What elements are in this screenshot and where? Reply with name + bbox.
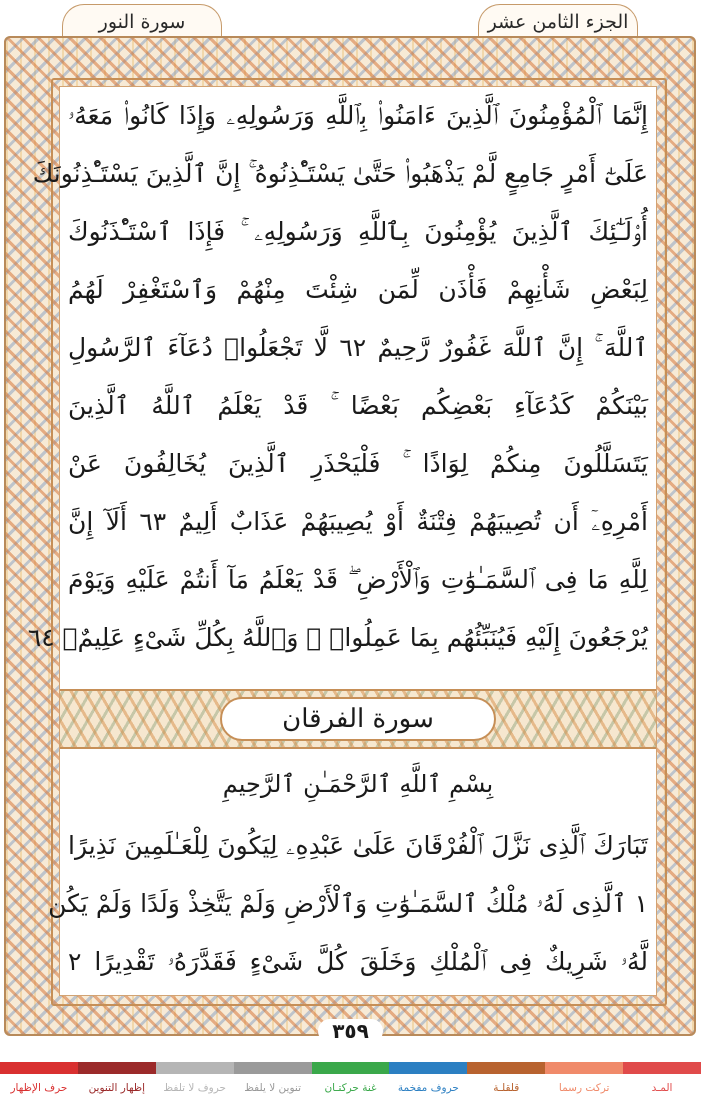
quran-line-7: يَتَسَلَّلُونَ مِنكُمْ لِوَاذًا ۚ فَلْيَحْذَرِ ٱلَّذِينَ يُخَالِفُونَ عَنْ [68, 449, 648, 478]
legend-item [467, 1062, 545, 1101]
quran-line-8: أَمْرِهِۦٓ أَن تُصِيبَهُمْ فِتْنَةٌ أَوْ يُصِيبَهُمْ عَذَابٌ أَلِيمٌ ٦٣ أَلَآ إِنَّ [68, 507, 648, 536]
quran-line-2: عَلَىٰٓ أَمْرٍ جَامِعٍ لَّمْ يَذْهَبُوا۟ حَتَّىٰ يَسْتَـْٔذِنُوهُ ۚ إِنَّ ٱلَّذِينَ يَسْتَـْٔذِنُونَكَ [32, 159, 648, 188]
legend-item [78, 1062, 156, 1101]
quran-line-6: بَيْنَكُمْ كَدُعَآءِ بَعْضِكُم بَعْضًا ۚ قَدْ يَعْلَمُ ٱللَّهُ ٱلَّذِينَ [68, 391, 648, 420]
legend-swatch [389, 1062, 467, 1074]
quran-line-9: لِلَّهِ مَا فِى ٱلسَّمَـٰوَٰتِ وَٱلْأَرْضِ ۖ قَدْ يَعْلَمُ مَآ أَنتُمْ عَلَيْهِ وَيَوْمَ [68, 565, 648, 594]
quran-line-1: إِنَّمَا ٱلْمُؤْمِنُونَ ٱلَّذِينَ ءَامَنُوا۟ بِٱللَّهِ وَرَسُولِهِۦ وَإِذَا كَانُوا۟ مَعَهُۥ [68, 101, 648, 130]
legend-label: غنة حركتـان [324, 1082, 377, 1094]
legend-label: إظهار التنوين [88, 1082, 146, 1094]
page-number: ٣٥٩ [318, 1019, 383, 1043]
legend-swatch [78, 1062, 156, 1074]
legend-item [156, 1062, 234, 1101]
legend-label: حروف لا تلفظ [163, 1082, 227, 1094]
legend-label: تنوين لا يلفظ [244, 1082, 301, 1094]
surah-name: سورة النور [98, 11, 186, 33]
page-number-area [0, 1016, 701, 1046]
legend-swatch [623, 1062, 701, 1074]
legend-item [545, 1062, 623, 1101]
quran-line-3: أُو۟لَـٰٓئِكَ ٱلَّذِينَ يُؤْمِنُونَ بِٱللَّهِ وَرَسُولِهِۦ ۚ فَإِذَا ٱسْتَـْٔذَنُوكَ [68, 217, 648, 246]
legend-swatch [545, 1062, 623, 1074]
legend-item [0, 1062, 78, 1101]
tajweed-legend [0, 1062, 701, 1101]
legend-swatch [467, 1062, 545, 1074]
legend-item [312, 1062, 390, 1101]
surah-banner-title: سورة الفرقان [220, 697, 496, 741]
legend-swatch [312, 1062, 390, 1074]
surah-banner [60, 689, 656, 749]
quran-line-5: ٱللَّهَ ۚ إِنَّ ٱللَّهَ غَفُورٌ رَّحِيمٌ ٦٢ لَّا تَجْعَلُوا۟ دُعَآءَ ٱلرَّسُولِ [68, 333, 648, 362]
mushaf-page [27, 86, 657, 996]
quran-line-12: ١ ٱلَّذِى لَهُۥ مُلْكُ ٱلسَّمَـٰوَٰتِ وَٱلْأَرْضِ وَلَمْ يَتَّخِذْ وَلَدًا وَلَمْ يَكُن [48, 889, 648, 918]
legend-label: حرف الإظهار [10, 1082, 68, 1094]
quran-line-13: لَّهُۥ شَرِيكٌ فِى ٱلْمُلْكِ وَخَلَقَ كُلَّ شَىْءٍ فَقَدَّرَهُۥ تَقْدِيرًا ٢ [68, 947, 648, 976]
ornamental-frame [4, 36, 696, 1036]
legend-label: حروف مفخمة [397, 1082, 459, 1094]
legend-item [389, 1062, 467, 1101]
legend-label: المـد [651, 1082, 673, 1094]
legend-swatch [234, 1062, 312, 1074]
legend-item [623, 1062, 701, 1101]
legend-item [234, 1062, 312, 1101]
quran-line-4: لِبَعْضِ شَأْنِهِمْ فَأْذَن لِّمَن شِئْتَ مِنْهُمْ وَٱسْتَغْفِرْ لَهُمُ [68, 275, 648, 304]
juz-tab [478, 4, 638, 39]
legend-swatch [156, 1062, 234, 1074]
legend-label: قلقلـة [493, 1082, 520, 1094]
basmala: بِسْمِ ٱللَّهِ ٱلرَّحْمَـٰنِ ٱلرَّحِيمِ [222, 770, 494, 798]
quran-line-10: يُرْجَعُونَ إِلَيْهِ فَيُنَبِّئُهُم بِمَا عَمِلُوا۟ ۗ وَٱللَّهُ بِكُلِّ شَىْءٍ عَلِيمٌۢ ٦٤ [27, 623, 648, 652]
legend-swatch [0, 1062, 78, 1074]
juz-name: الجزء الثامن عشر [487, 11, 629, 33]
surah-name-tab [62, 4, 222, 39]
legend-label: تركت رسما [558, 1082, 610, 1094]
quran-line-11: تَبَارَكَ ٱلَّذِى نَزَّلَ ٱلْفُرْقَانَ عَلَىٰ عَبْدِهِۦ لِيَكُونَ لِلْعَـٰلَمِينَ نَذِيرًا [68, 831, 648, 860]
